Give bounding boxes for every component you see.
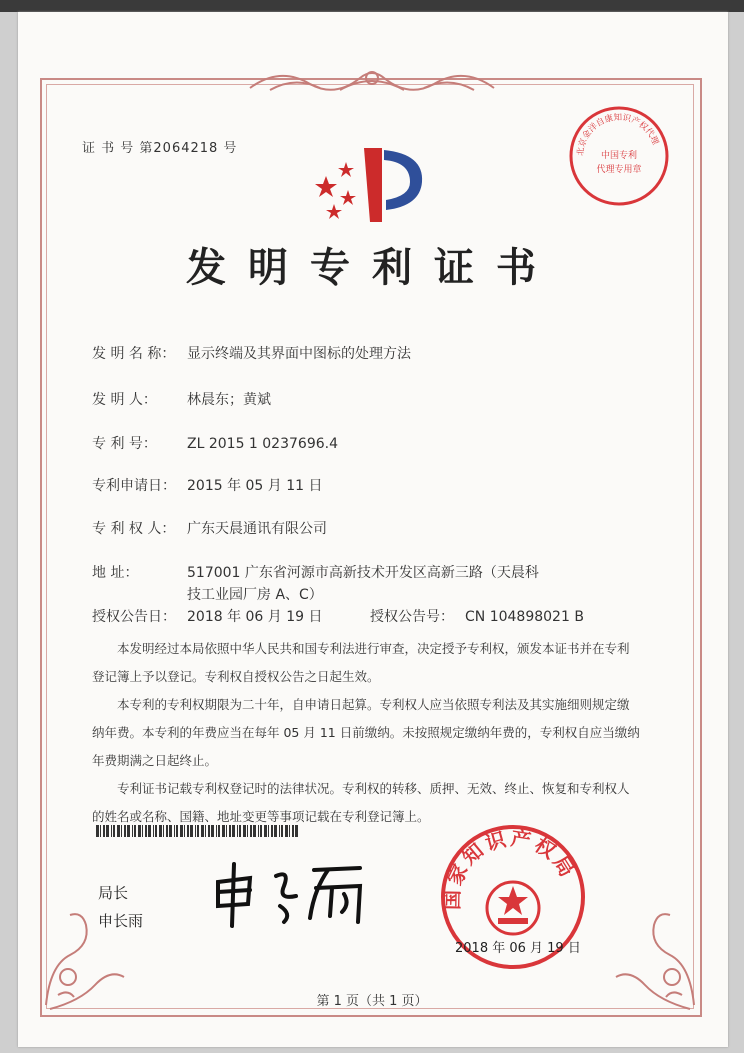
barcode [96, 825, 302, 837]
issue-date: 2018 年 06 月 19 日 [455, 941, 581, 956]
field-value: 2015 年 05 月 11 日 [187, 478, 323, 494]
field-value: ZL 2015 1 0237696.4 [187, 436, 338, 452]
scan-top-edge [0, 0, 744, 12]
field-patentee [92, 518, 327, 538]
page-number: 第 1 页（共 1 页） [316, 994, 428, 1009]
body-paragraph: 本专利的专利权期限为二十年，自申请日起算。专利权人应当依照专利法及其实施细则规定缴纳年费。本专利的年费应当在每年 05 月 11 日前缴纳。未按照规定缴纳年费的，专利权自应当缴纳年费期满之日起终止。 [92, 697, 640, 768]
agency-seal-text: 北京金洋自康知识产权代理 [575, 112, 661, 157]
field-value: 广东天晨通讯有限公司 [187, 521, 327, 537]
field-address [92, 562, 539, 582]
agency-seal [567, 104, 671, 208]
field-application-date [92, 475, 323, 495]
field-announcement-number [370, 606, 584, 626]
agency-seal-inner2: 代理专用章 [596, 165, 642, 175]
field-value: 显示终端及其界面中图标的处理方法 [187, 346, 411, 362]
body-paragraph: 专利证书记载专利权登记时的法律状况。专利权的转移、质押、无效、终止、恢复和专利权人的姓名或名称、国籍、地址变更等事项记载在专利登记簿上。 [92, 781, 630, 824]
handwritten-signature [210, 860, 380, 930]
certificate-body [92, 635, 640, 831]
cnipa-seal-text: 国家知识产权局 [439, 825, 581, 911]
field-value: 林晨东；黄斌 [187, 392, 271, 408]
field-label: 地 址： [92, 565, 139, 581]
field-value: 技工业园厂房 A、C） [187, 587, 323, 603]
field-label: 专 利 号： [92, 436, 157, 452]
field-value: CN 104898021 B [465, 609, 584, 625]
field-label: 授权公告日： [92, 609, 176, 625]
agency-seal-inner1: 中国专利 [600, 151, 638, 161]
field-patent-number [92, 433, 338, 453]
field-invention-name [92, 343, 411, 363]
signatory-role: 局长 [98, 884, 129, 902]
field-value: 2018 年 06 月 19 日 [187, 609, 323, 625]
field-inventor [92, 389, 271, 409]
body-paragraph: 本发明经过本局依照中华人民共和国专利法进行审查，决定授予专利权，颁发本证书并在专利登记簿上予以登记。专利权自授权公告之日起生效。 [92, 641, 630, 684]
field-label: 专利申请日： [92, 478, 176, 494]
top-ornament [240, 64, 504, 98]
certificate-number: 证 书 号 第2064218 号 [82, 141, 238, 156]
field-grant-date [92, 606, 323, 626]
certificate-title: 发明专利证书 [186, 244, 558, 291]
signatory-name: 申长雨 [98, 912, 144, 930]
field-label: 发 明 名 称： [92, 346, 176, 362]
field-value: 517001 广东省河源市高新技术开发区高新三路（天晨科 [187, 565, 539, 581]
field-label: 发 明 人： [92, 392, 157, 408]
cnipa-logo-icon [312, 140, 432, 230]
field-label: 授权公告号： [370, 609, 454, 625]
field-address-cont [92, 584, 323, 604]
field-label: 专 利 权 人： [92, 521, 176, 537]
